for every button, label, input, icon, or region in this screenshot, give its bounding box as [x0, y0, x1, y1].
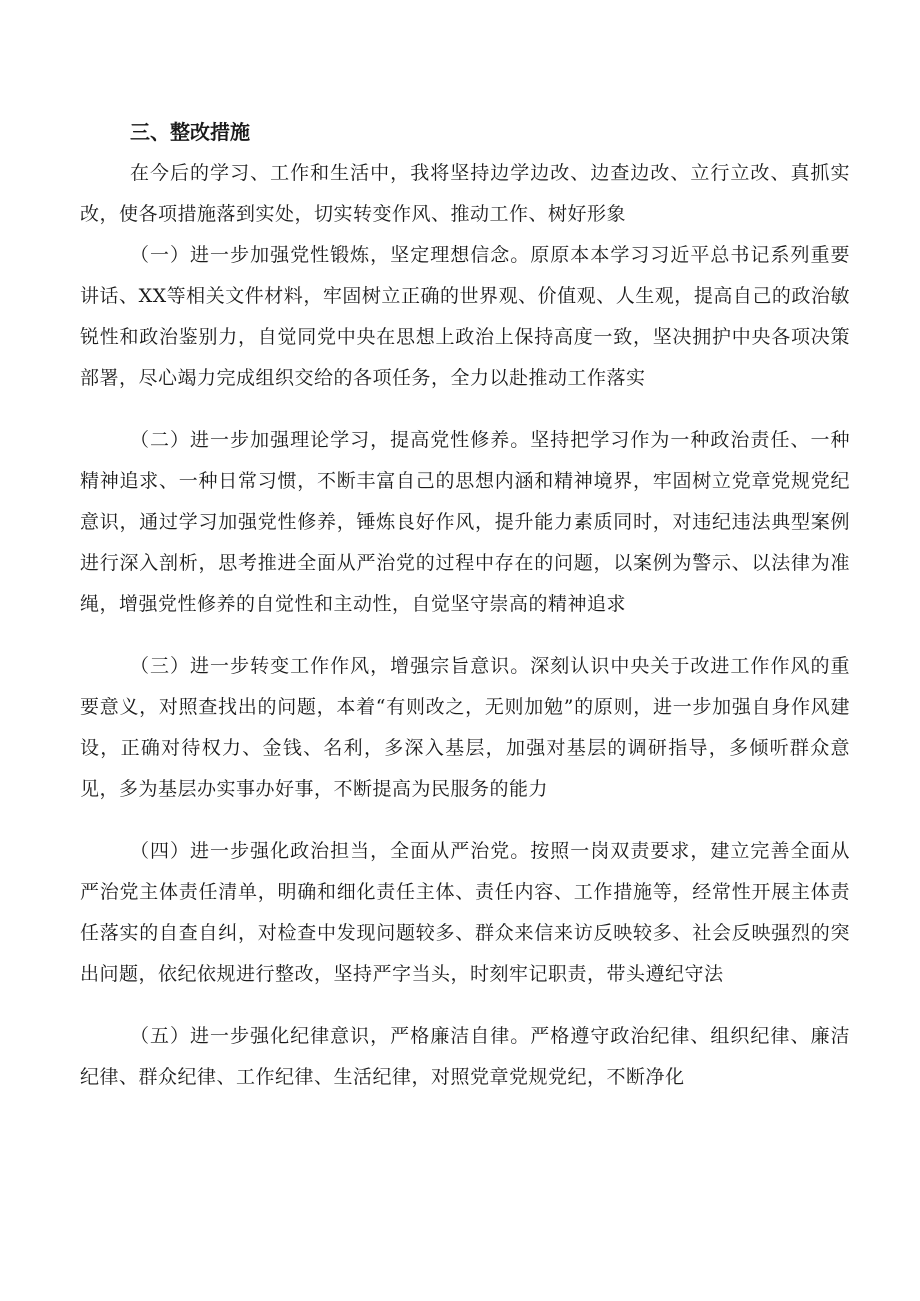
section-heading: 三、整改措施 [130, 120, 250, 144]
measure-paragraph-3: （三）进一步转变工作作风，增强宗旨意识。深刻认识中央关于改进工作作风的重要意义，对照查找出的问题，本着“有则改之，无则加勉”的原则，进一步加强自身作风建设，正确对待权力、金钱、名利，多深入基层，加强对基层的调研指导，多倾听群众意见，多为基层办实事办好事，不断提高为民服务的能力 [80, 655, 850, 800]
measure-paragraph-2: （二）进一步加强理论学习，提高党性修养。坚持把学习作为一种政治责任、一种精神追求、一种日常习惯，不断丰富自己的思想内涵和精神境界，牢固树立党章党规党纪意识，通过学习加强党性修养，锤炼良好作风，提升能力素质同时，对违纪违法典型案例进行深入剖析，思考推进全面从严治党的过程中存在的问题，以案例为警示、以法律为准绳，增强党性修养的自觉性和主动性，自觉坚守崇高的精神追求 [80, 429, 850, 615]
intro-paragraph: 在今后的学习、工作和生活中，我将坚持边学边改、边查边改、立行立改、真抓实改，使各项措施落到实处，切实转变作风、推动工作、树好形象 [80, 162, 850, 225]
measure-paragraph-1: （一）进一步加强党性锻炼，坚定理想信念。原原本本学习习近平总书记系列重要讲话、XX等相关文件材料，牢固树立正确的世界观、价值观、人生观，提高自己的政治敏锐性和政治鉴别力，自觉同党中央在思想上政治上保持高度一致，坚决拥护中央各项决策部署，尽心竭力完成组织交给的各项任务，全力以赴推动工作落实 [80, 244, 850, 389]
document-body [80, 112, 850, 1119]
measure-paragraph-5: （五）进一步强化纪律意识，严格廉洁自律。严格遵守政治纪律、组织纪律、廉洁纪律、群众纪律、工作纪律、生活纪律，对照党章党规党纪，不断净化 [80, 1025, 850, 1088]
measure-paragraph-4: （四）进一步强化政治担当，全面从严治党。按照一岗双责要求，建立完善全面从严治党主体责任清单，明确和细化责任主体、责任内容、工作措施等，经常性开展主体责任落实的自查自纠，对检查中发现问题较多、群众来信来访反映较多、社会反映强烈的突出问题，依纪依规进行整改，坚持严字当头，时刻牢记职责，带头遵纪守法 [80, 840, 850, 985]
